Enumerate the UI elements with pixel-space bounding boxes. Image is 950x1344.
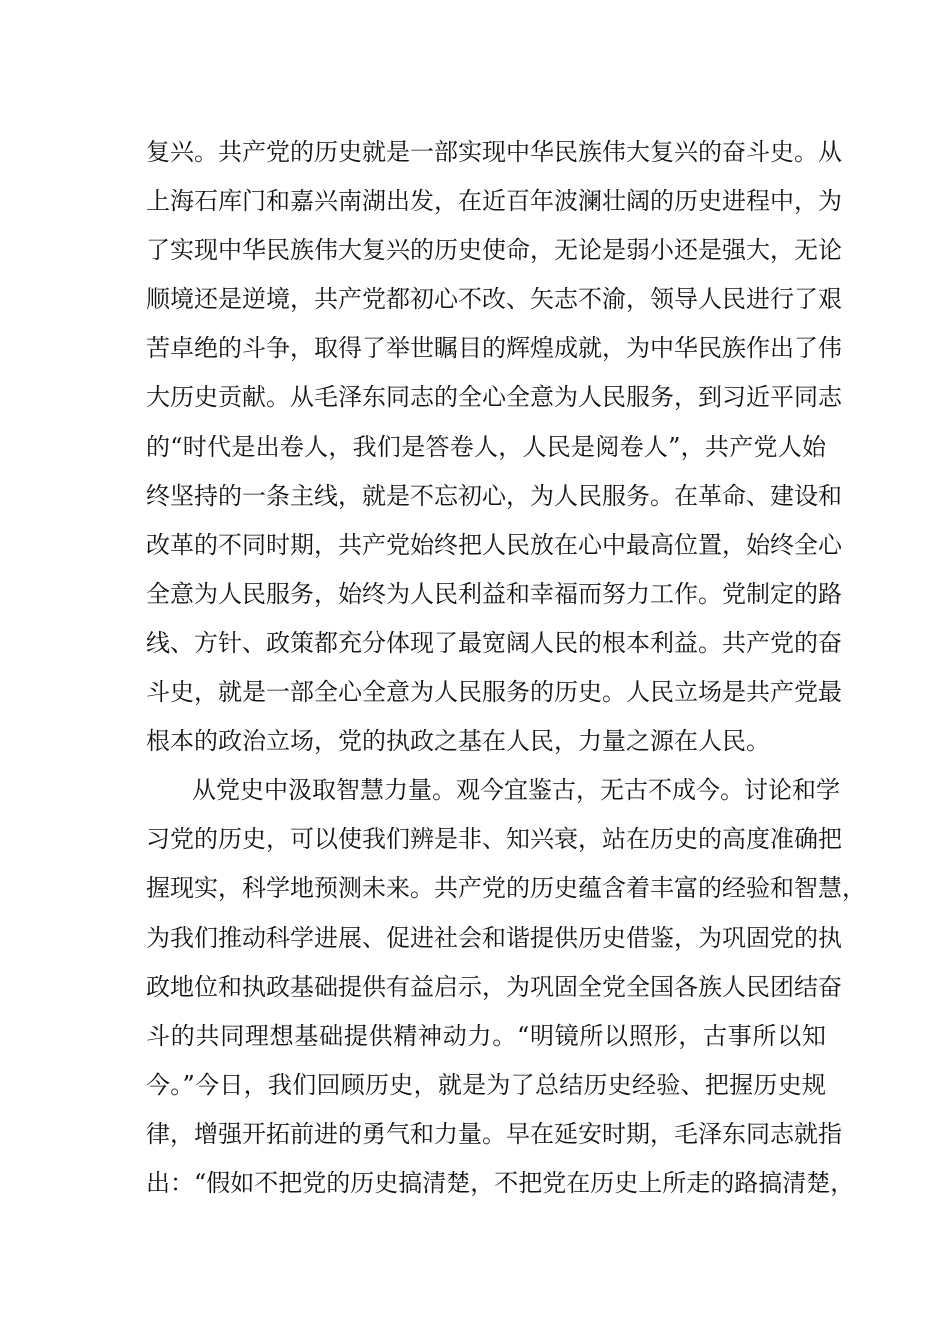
text-line: 复兴。共产党的历史就是一部实现中华民族伟大复兴的奋斗史。从 xyxy=(146,138,842,166)
text-line: 律，增强开拓前进的勇气和力量。早在延安时期，毛泽东同志就指 xyxy=(146,1119,842,1148)
text-line: 斗史，就是一部全心全意为人民服务的历史。人民立场是共产党最 xyxy=(146,678,842,707)
paragraph xyxy=(146,128,842,766)
paragraph xyxy=(146,766,866,1208)
text-line: 习党的历史，可以使我们辨是非、知兴衰，站在历史的高度准确把 xyxy=(146,825,842,854)
text-line: 为我们推动科学进展、促进社会和谐提供历史借鉴，为巩固党的执 xyxy=(146,923,842,952)
text-line: 斗的共同理想基础提供精神动力。“明镜所以照形，古事所以知 xyxy=(146,1021,826,1050)
text-line: 出：“假如不把党的历史搞清楚，不把党在历史上所走的路搞清楚， xyxy=(146,1168,855,1197)
text-line: 全意为人民服务，始终为人民利益和幸福而努力工作。党制定的路 xyxy=(146,579,842,608)
text-line: 线、方针、政策都充分体现了最宽阔人民的根本利益。共产党的奋 xyxy=(146,628,842,657)
text-line: 顺境还是逆境，共产党都初心不改、矢志不渝，领导人民进行了艰 xyxy=(146,285,842,314)
text-line: 上海石库门和嘉兴南湖出发，在近百年波澜壮阔的历史进程中，为 xyxy=(146,187,842,216)
text-line: 了实现中华民族伟大复兴的历史使命，无论是弱小还是强大，无论 xyxy=(146,236,842,265)
text-line: 今。”今日，我们回顾历史，就是为了总结历史经验、把握历史规 xyxy=(146,1070,826,1099)
text-line: 改革的不同时期，共产党始终把人民放在心中最高位置，始终全心 xyxy=(146,530,842,559)
text-line: 苦卓绝的斗争，取得了举世瞩目的辉煌成就，为中华民族作出了伟 xyxy=(146,334,842,363)
text-line: 大历史贡献。从毛泽东同志的全心全意为人民服务，到习近平同志 xyxy=(146,383,842,412)
document-body xyxy=(146,128,866,1208)
text-line: 从党史中汲取智慧力量。观今宜鉴古，无古不成今。讨论和学 xyxy=(192,776,840,805)
text-line: 政地位和执政基础提供有益启示，为巩固全党全国各族人民团结奋 xyxy=(146,972,842,1001)
text-line: 根本的政治立场，党的执政之基在人民，力量之源在人民。 xyxy=(146,727,770,756)
text-line: 终坚持的一条主线，就是不忘初心，为人民服务。在革命、建设和 xyxy=(146,481,842,510)
text-line: 握现实，科学地预测未来。共产党的历史蕴含着丰富的经验和智慧， xyxy=(146,874,866,903)
text-line: 的“时代是出卷人，我们是答卷人，人民是阅卷人”，共产党人始 xyxy=(146,432,826,461)
